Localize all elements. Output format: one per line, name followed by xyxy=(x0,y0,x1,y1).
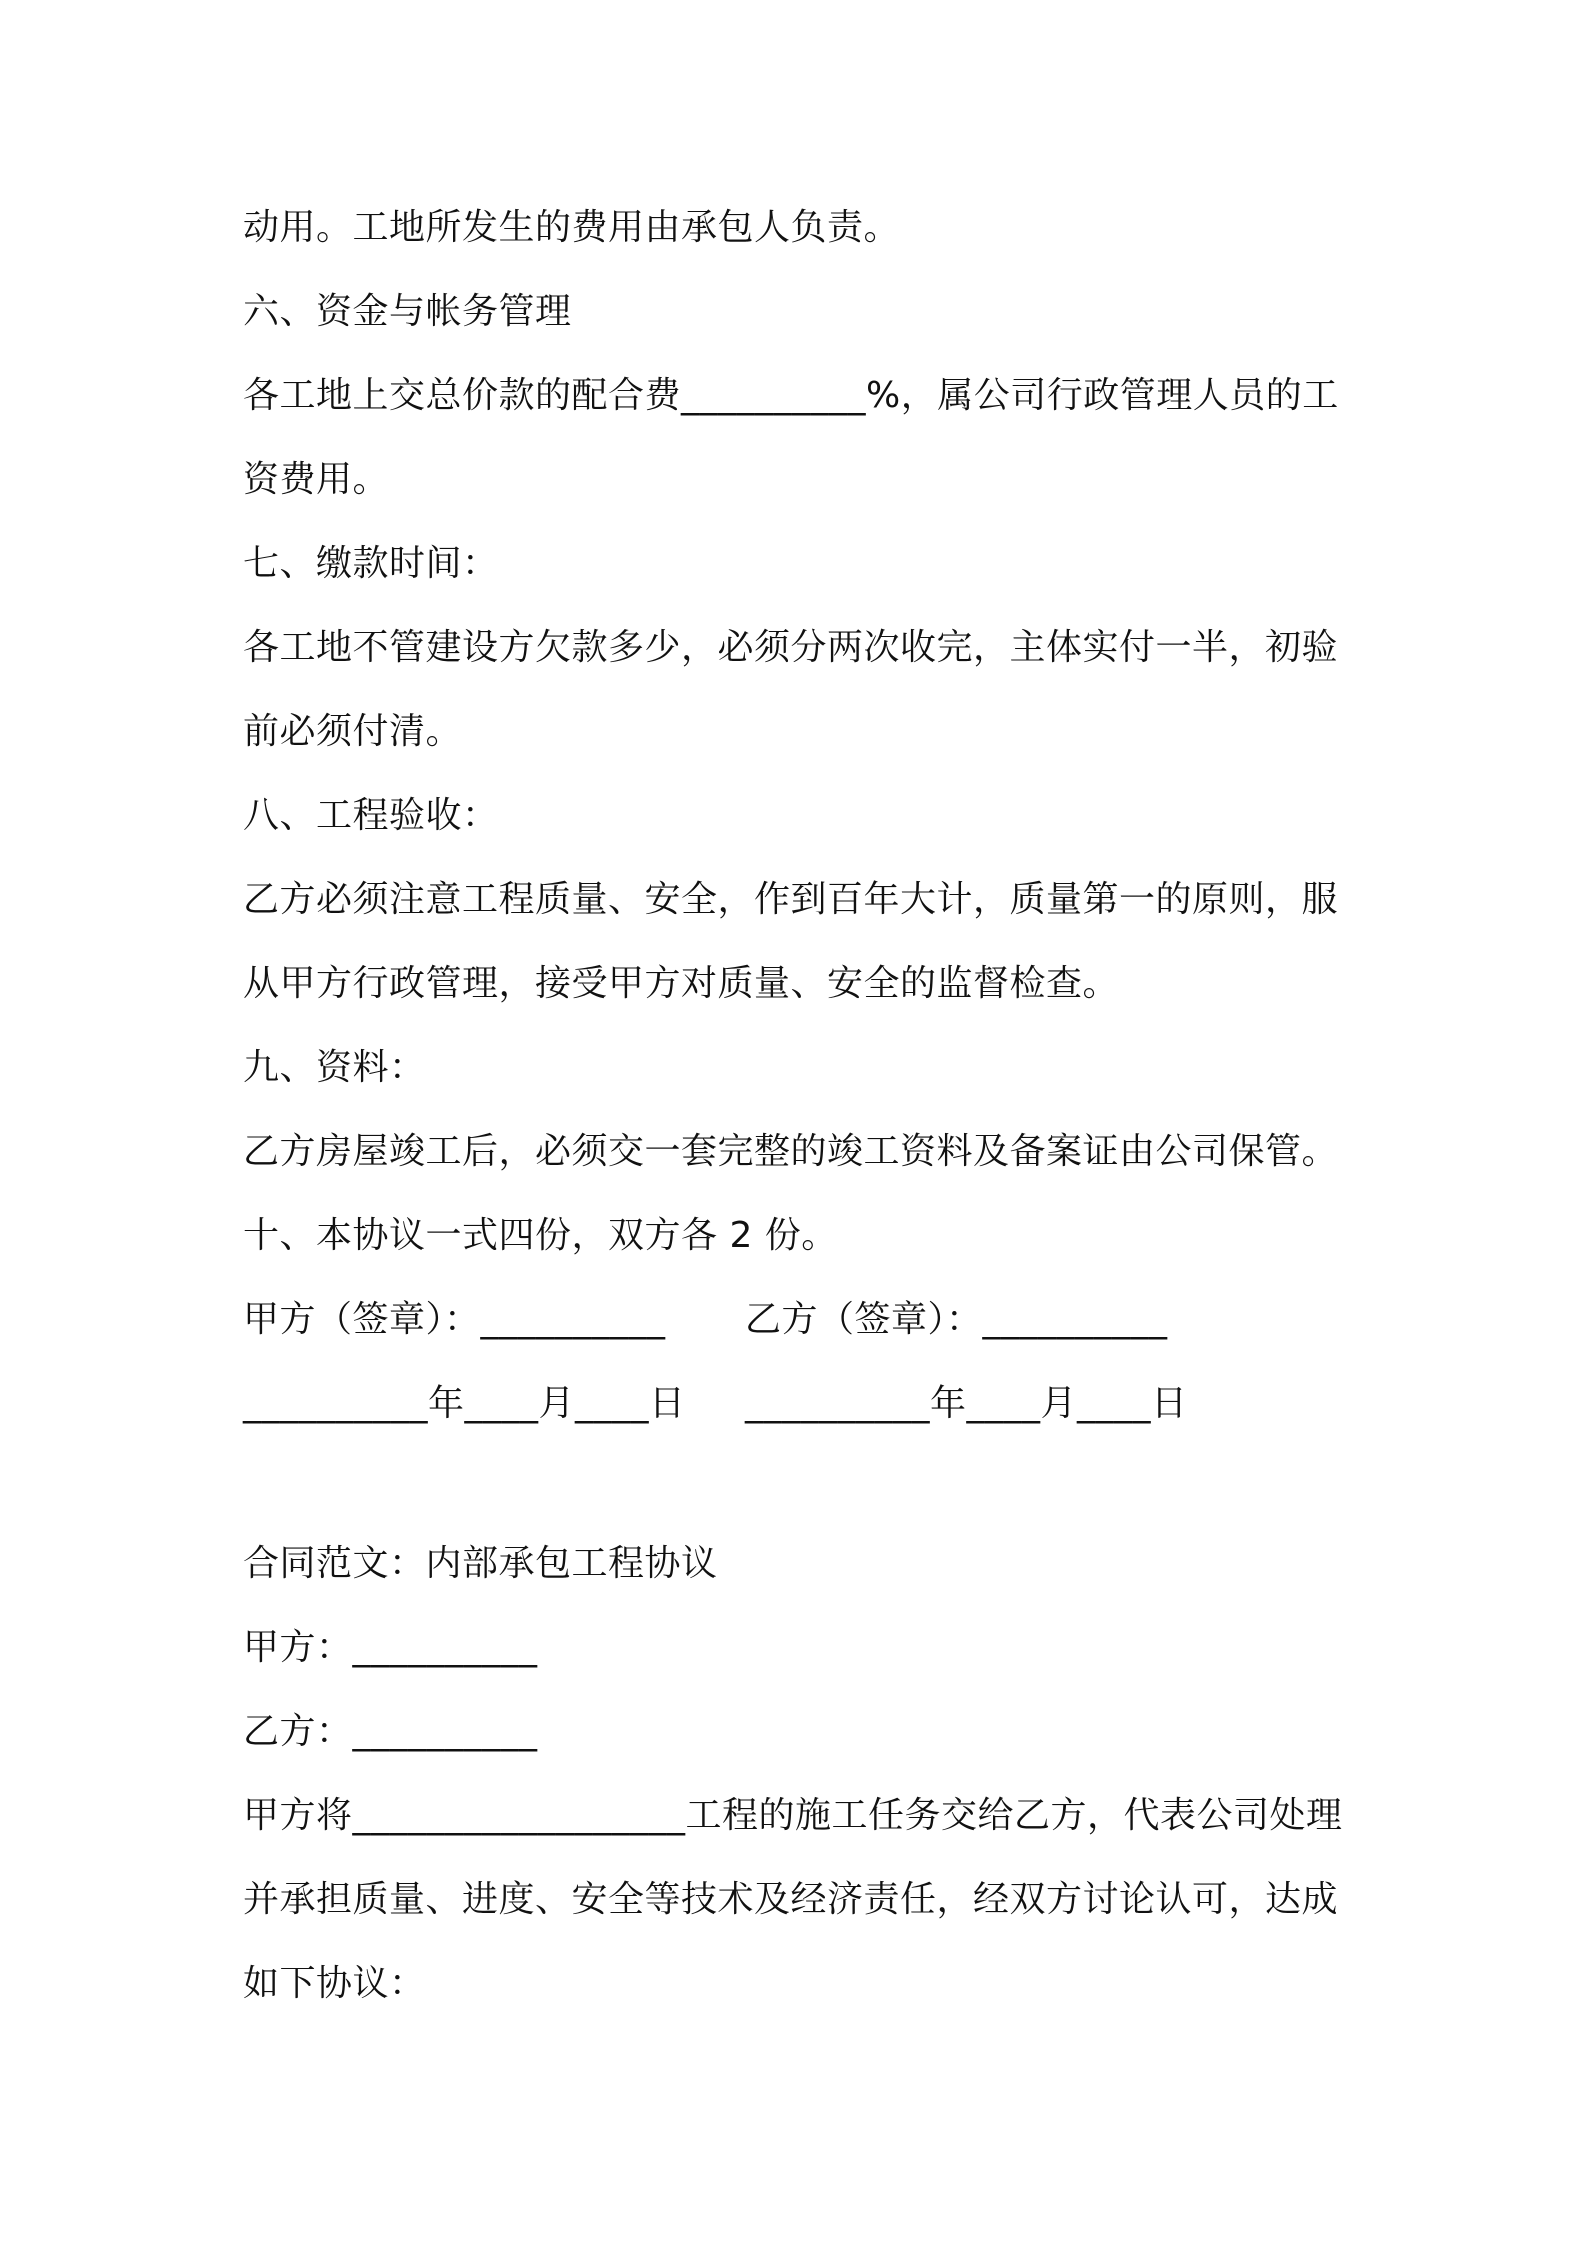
contract-title: 合同范文：内部承包工程协议 xyxy=(243,1543,718,1584)
party-a-field: 甲方：__________ xyxy=(243,1627,538,1668)
text-line: 各工地不管建设方欠款多少，必须分两次收完，主体实付一半，初验 xyxy=(243,627,1339,668)
signature-date-b: __________年____月____日 xyxy=(745,1383,1188,1424)
signature-party-b: 乙方（签章）：__________ xyxy=(745,1299,1168,1340)
text-line: 甲方将__________________工程的施工任务交给乙方，代表公司处理 xyxy=(243,1795,1343,1836)
party-b-field: 乙方：__________ xyxy=(243,1711,538,1752)
section-heading: 十、本协议一式四份，双方各 2 份。 xyxy=(243,1215,838,1256)
signature-date-a: __________年____月____日 xyxy=(243,1383,686,1424)
text-line: 如下协议： xyxy=(243,1963,426,2004)
text-line: 从甲方行政管理，接受甲方对质量、安全的监督检查。 xyxy=(243,963,1120,1004)
section-heading: 九、资料： xyxy=(243,1047,426,1088)
text-line: 各工地上交总价款的配合费__________%，属公司行政管理人员的工 xyxy=(243,375,1339,416)
section-heading: 八、工程验收： xyxy=(243,795,499,836)
text-line: 前必须付清。 xyxy=(243,711,463,752)
text-line: 并承担质量、进度、安全等技术及经济责任，经双方讨论认可，达成 xyxy=(243,1879,1339,1920)
section-heading: 六、资金与帐务管理 xyxy=(243,291,572,332)
text-line: 乙方房屋竣工后，必须交一套完整的竣工资料及备案证由公司保管。 xyxy=(243,1131,1339,1172)
text-line: 乙方必须注意工程质量、安全，作到百年大计，质量第一的原则，服 xyxy=(243,879,1339,920)
signature-party-a: 甲方（签章）：__________ xyxy=(243,1299,666,1340)
text-line: 资费用。 xyxy=(243,459,390,500)
section-heading: 七、缴款时间： xyxy=(243,543,499,584)
text-line: 动用。工地所发生的费用由承包人负责。 xyxy=(243,207,901,248)
